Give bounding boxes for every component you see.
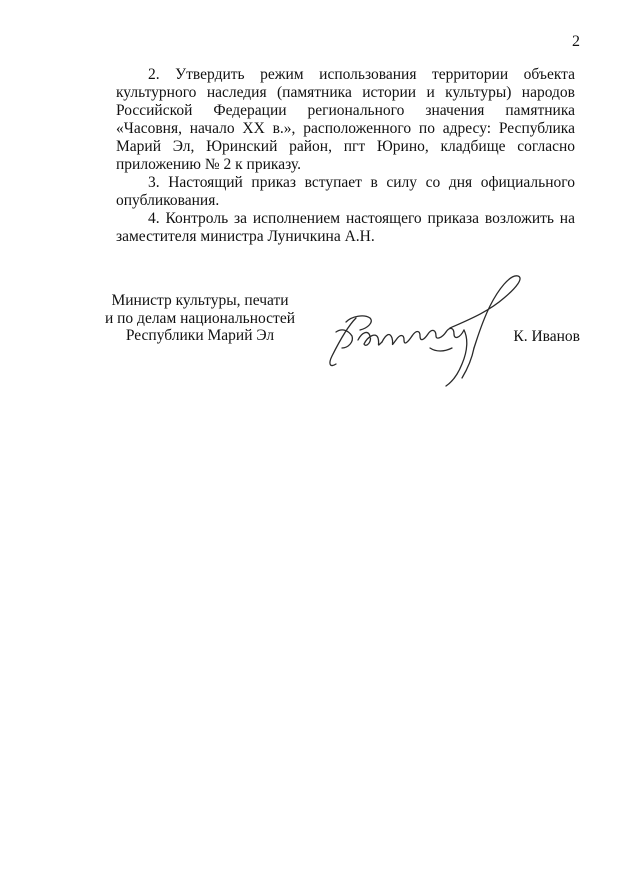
order-text: [116, 66, 575, 246]
signer-name: К. Иванов: [513, 328, 580, 345]
signer-title-line: Министр культуры, печати: [111, 292, 289, 309]
signer-title-line: и по делам национальностей: [104, 309, 296, 327]
signer-title-line: Республики Марий Эл: [125, 327, 275, 344]
paragraph-item-2: 2. Утвердить режим использования территории объекта культурного наследия (памятника истории и культуры) народов Российской Федерации регионального значения памятника «Часовня, начало XX в.», расположенного по адресу: Республика Марий Эл, Юринский район, пгт Юрино, кладбище согласно приложению № 2 к приказу.: [116, 66, 575, 173]
page-number: 2: [572, 33, 580, 50]
paragraph-item-4: 4. Контроль за исполнением настоящего приказа возложить на заместителя министра Луничкина А.Н.: [116, 210, 575, 245]
paragraph-item-3: 3. Настоящий приказ вступает в силу со дня официального опубликования.: [116, 174, 575, 209]
signer-title: [100, 292, 300, 345]
